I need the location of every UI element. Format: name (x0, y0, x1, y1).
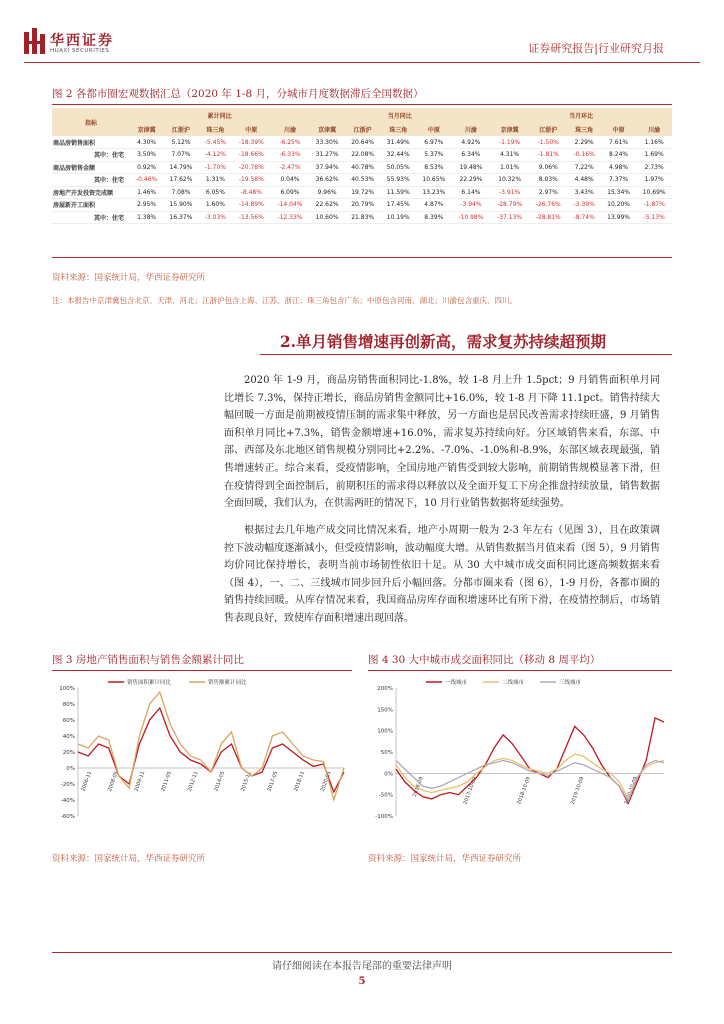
table-cell: 1.60% (205, 201, 225, 209)
chart4-caption-divider (368, 670, 672, 671)
table-cell: -28.81% (535, 213, 561, 221)
table-cell: 40.78% (351, 163, 375, 171)
table-cell: 2.95% (137, 201, 157, 209)
table-cell: 11.59% (386, 188, 410, 196)
table-row (52, 161, 672, 174)
table-column-header: 中原 (416, 122, 452, 136)
chart4-legend-label: 二线城市 (502, 680, 525, 686)
table-row (52, 199, 672, 212)
table-row-label: 房屋新开工面积 (53, 202, 96, 210)
table-cell: -3.39% (573, 201, 595, 209)
chart3-xtick: 2012-11 (186, 770, 200, 793)
chart3-ytick: 60% (62, 718, 75, 724)
table-row-label: 商品房销售金额 (53, 164, 96, 172)
table-cell: 8.03% (538, 176, 558, 184)
table-row (52, 136, 672, 149)
chart4-series-line (396, 754, 664, 799)
report-type: 证券研究报告|行业研究月报 (528, 42, 664, 55)
table-cell: 13.23% (422, 188, 446, 196)
table-note: 注：本报告中京津冀包含北京、天津、河北；江浙沪包含上海、江苏、浙江；珠三角包含广东；中原包含河南、湖北；川渝包含重庆、四川。 (52, 296, 517, 305)
table-cell: 1.01% (500, 163, 520, 171)
table-cell: 5.12% (171, 138, 191, 146)
table-cell: -8.48% (240, 188, 262, 196)
chart3-ytick: 100% (59, 686, 75, 692)
table-cell: 17.62% (169, 176, 193, 184)
table-cell: 21.83% (351, 213, 375, 221)
table-cell: 8.53% (424, 163, 444, 171)
table-cell: -1.50% (537, 138, 559, 146)
chart4-xtick: 2020-10-09 (623, 775, 640, 806)
table-row (52, 149, 672, 162)
table-column-header: 珠三角 (380, 122, 416, 136)
table-cell: 7.22% (574, 163, 594, 171)
table-cell: -3.94% (460, 201, 482, 209)
table-column-header: 京津冀 (130, 122, 163, 136)
table-cell: -18.39% (238, 138, 264, 146)
table-cell: 10.65% (422, 176, 446, 184)
table-cell: -3.03% (204, 213, 226, 221)
table-cell: 2.29% (574, 138, 594, 146)
table-cell: 4.87% (424, 201, 444, 209)
table-cell: -18.66% (238, 151, 264, 159)
table-column-header: 江浙沪 (529, 122, 568, 136)
table-cell: 22.62% (315, 201, 339, 209)
chart3-caption: 图 3 房地产销售面积与销售金额累计同比 (52, 654, 244, 666)
table-cell: -0.46% (135, 176, 158, 184)
table-cell: 2.97% (538, 188, 558, 196)
table-header-monthly-yoy: 当月同比 (309, 108, 490, 122)
table-cell: -10.98% (458, 213, 484, 221)
table-cell: -5.13% (643, 213, 665, 221)
table-column-header: 川渝 (636, 122, 672, 136)
chart3-container (52, 674, 352, 846)
table-row-label: 其中：住宅 (93, 152, 124, 160)
table-cell: 32.44% (386, 151, 410, 159)
table-column-header: 珠三角 (568, 122, 601, 136)
table-cell: 15.34% (607, 188, 631, 196)
table-cell: 10.20% (607, 201, 631, 209)
table-cell: 31.27% (315, 151, 339, 159)
table-cell: 19.72% (351, 188, 375, 196)
table-cell: 40.53% (351, 176, 375, 184)
table-cell: 19.48% (459, 163, 483, 171)
macro-data-table (52, 108, 672, 224)
table-caption: 图 2 各都市圈宏观数据汇总（2020 年 1-8 月，分城市月度数据滞后全国数据） (52, 88, 424, 100)
table-cell: 6.14% (461, 188, 481, 196)
table-cell: 50.05% (386, 163, 410, 171)
chart3-series-line (78, 692, 344, 800)
table-cell: 1.16% (644, 138, 664, 146)
chart3-svg (52, 674, 352, 846)
table-cell: -13.56% (238, 213, 264, 221)
table-cell: 4.31% (500, 151, 520, 159)
chart3-source: 资料来源：国家统计局，华西证券研究所 (52, 854, 206, 864)
table-cell: -26.76% (535, 201, 561, 209)
table-column-headers (52, 122, 672, 136)
table-cell: 37.94% (315, 163, 339, 171)
table-cell: 3.50% (137, 151, 157, 159)
header-divider (24, 62, 700, 63)
table-cell: -14.04% (277, 201, 303, 209)
chart4-legend-label: 三线城市 (559, 680, 582, 686)
table-cell: 22.08% (351, 151, 375, 159)
chart3-legend-label: 销售额累计同比 (208, 680, 247, 686)
table-cell: -0.16% (573, 151, 595, 159)
table-cell: 4.30% (137, 138, 157, 146)
table-cell: -4.12% (204, 151, 226, 159)
table-cell: -8.74% (573, 213, 595, 221)
table-cell: 0.04% (280, 176, 300, 184)
table-cell: 14.79% (169, 163, 193, 171)
chart3-ytick: 80% (62, 702, 75, 708)
chart4-legend-label: 一线城市 (445, 680, 468, 686)
company-logo (24, 28, 144, 58)
table-cell: 13.99% (607, 213, 631, 221)
table-cell: 10.60% (315, 213, 339, 221)
logo-text-cn: 华西证券 (50, 33, 114, 49)
table-column-header: 中原 (232, 122, 271, 136)
table-cell: 31.49% (386, 138, 410, 146)
chart4-ytick: 50% (380, 750, 393, 756)
table-cell: 6.05% (205, 188, 225, 196)
table-cell: 1.31% (205, 176, 225, 184)
table-cell: 4.92% (461, 138, 481, 146)
paragraph-1: 2020 年 1-9 月，商品房销售面积同比-1.8%，较 1-8 月上升 1.5pct；9 月销售面积单月同比增长 7.3%，保持正增长，商品房销售金额同比+16.0%，较 1-8 月下降 11.1pct。销售持续大幅回暖一方面是前期被疫情压制的需求集中释放，另一方面也是居民改善需求持续旺盛，9 月销售面积单月同比+7.3%，销售金额增速+16.0%，需求复苏持续向好。分区域销售来看，东部、中部、西部及东北地区销售规模分别同比+2.2%、-7.0%、-1.0%和-8.9%，东部区域表现最强，销售增速转正。综合来看，受疫情影响，全国房地产销售受到较大影响，前期销售规模显著下滑，但在疫情得到全面控制后，前期积压的需求得以释放以及全面开复工下房企推盘持续放量，销售数据全面回暖，我们认为，在供需两旺的情况下，10 月行业销售数据将延续强势。 (224, 375, 660, 510)
legal-notice: 请仔细阅读在本报告尾部的重要法律声明 (272, 961, 452, 972)
table-column-header: 京津冀 (309, 122, 345, 136)
table-cell: 10.69% (642, 188, 666, 196)
table-row-label: 其中：住宅 (93, 177, 124, 185)
chart3-series-line (78, 708, 344, 792)
chart3-xtick: 2014-05 (213, 770, 227, 793)
table-row (52, 174, 672, 187)
table-cell: -1.70% (204, 163, 226, 171)
table-column-header: 江浙沪 (163, 122, 199, 136)
table-cell: 55.93% (386, 176, 410, 184)
chart3-caption-divider (52, 670, 352, 671)
table-cell: -19.58% (238, 176, 264, 184)
table-cell: 17.45% (386, 201, 410, 209)
table-row (52, 186, 672, 199)
table-column-header: 江浙沪 (345, 122, 381, 136)
table-column-header: 珠三角 (199, 122, 232, 136)
chart3-ytick: -20% (60, 782, 75, 788)
table-cell: 4.98% (609, 163, 629, 171)
table-cell: 7.37% (609, 176, 629, 184)
table-cell: -12.33% (277, 213, 303, 221)
table-cell: 1.46% (137, 188, 157, 196)
logo-text-en: HUAXI SECURITIES (50, 48, 110, 54)
chart4-ytick: 100% (377, 728, 393, 735)
footer-divider (52, 952, 672, 953)
chart4-xtick: 2019-10-09 (569, 775, 586, 806)
table-cell: 2.73% (644, 163, 664, 171)
table-cell: 22.29% (459, 176, 483, 184)
chart4-ytick: 0% (384, 771, 393, 778)
table-cell: 6.97% (424, 138, 444, 146)
chart3-ytick: 40% (62, 734, 75, 740)
table-cell: 33.30% (315, 138, 339, 146)
chart3-xtick: 2018-11 (293, 770, 306, 793)
chart3-xtick: 2020-05 (319, 770, 333, 793)
chart4-caption: 图 4 30 大中城市成交面积同比（移动 8 周平均） (368, 654, 601, 666)
section-title: 2.单月销售增速再创新高，需求复苏持续超预期 (279, 332, 606, 351)
table-cell: 15.90% (169, 201, 193, 209)
table-cell: -6.33% (279, 151, 301, 159)
chart3-ytick: 0% (66, 766, 75, 772)
table-column-header: 川渝 (271, 122, 310, 136)
table-cell: -1.87% (643, 201, 665, 209)
table-cell: -1.81% (537, 151, 559, 159)
table-column-header: 川渝 (452, 122, 491, 136)
table-bottom-line (52, 257, 672, 258)
table-cell: -14.89% (238, 201, 264, 209)
table-cell: 16.37% (169, 213, 193, 221)
table-source: 资料来源：国家统计局，华西证券研究所 (52, 273, 206, 283)
table-cell: -2.47% (279, 163, 301, 171)
table-row-label: 商品房销售面积 (53, 139, 96, 147)
table-cell: 9.96% (317, 188, 337, 196)
caption-divider (52, 104, 672, 105)
chart3-ytick: -40% (60, 798, 75, 804)
table-cell: 36.62% (315, 176, 339, 184)
chart4-xtick: 2018-10-09 (516, 775, 532, 806)
chart4-container (368, 674, 672, 846)
table-header-indicator: 指标 (52, 108, 130, 136)
table-cell: 3.43% (574, 188, 594, 196)
chart3-xtick: 2017-05 (266, 770, 280, 793)
chart4-source: 资料来源：国家统计局，华西证券研究所 (368, 854, 522, 864)
section-divider (260, 354, 672, 355)
table-cell: 4.48% (574, 176, 594, 184)
table-cell: 1.97% (644, 176, 664, 184)
chart4-ytick: 200% (377, 686, 393, 692)
table-cell: 6.34% (461, 151, 481, 159)
table-cell: 1.38% (137, 213, 157, 221)
table-cell: 7.61% (609, 138, 629, 146)
logo-icon (24, 28, 46, 56)
table-row (52, 211, 672, 224)
table-cell: -28.79% (497, 201, 523, 209)
chart3-xtick: 2015-11 (239, 770, 253, 793)
chart4-ytick: 150% (377, 707, 393, 714)
table-cell: -3.91% (498, 188, 521, 196)
table-cell: 10.32% (498, 176, 522, 184)
chart3-xtick: 2008-05 (106, 770, 120, 793)
table-row-label: 其中：住宅 (93, 214, 124, 222)
chart3-ytick: -60% (60, 814, 75, 820)
chart3-legend-label: 销售面积累计同比 (127, 680, 172, 686)
chart4-xtick: 2016-09 (411, 775, 425, 798)
table-cell: -37.13% (497, 213, 523, 221)
table-row-label: 房地产开发投资完成额 (53, 189, 114, 197)
table-cell: -20.78% (238, 163, 264, 171)
table-cell: -6.25% (279, 138, 301, 146)
table-cell: 1.69% (644, 151, 664, 159)
table-cell: 7.08% (171, 188, 191, 196)
table-cell: 7.07% (171, 151, 191, 159)
chart4-svg (368, 674, 672, 846)
chart3-xtick: 2006-11 (80, 770, 94, 793)
table-cell: 8.24% (609, 151, 629, 159)
table-cell: 5.37% (424, 151, 444, 159)
paragraph-2: 根据过去几年地产成交同比情况来看，地产小周期一般为 2-3 年左右（见图 3），且在政策调控下波动幅度逐渐减小，但受疫情影响，波动幅度大增。从销售数据当月值来看（图 5），9 月销售均价同比保持增长，表明当前市场韧性依旧十足。从 30 大中城市成交面积同比逐高频数据来看（图 4），一、二、三线城市同步回升后小幅回落。分都市圈来看（图 6），1-9 月份，各都市圈的销售持续回暖。从库存情况来看，我国商品房库存面积增速环比有所下滑，在疫情控制后，市场销售表现良好，致使库存面积增速出现回落。 (224, 525, 660, 624)
table-cell: -1.19% (498, 138, 521, 146)
table-cell: 8.39% (424, 213, 444, 221)
table-cell: 20.79% (351, 201, 375, 209)
chart4-xtick: 2017-10-09 (462, 775, 479, 806)
chart4-ytick: -100% (375, 814, 393, 820)
table-header-cumulative: 累计同比 (130, 108, 309, 122)
table-cell: 6.09% (280, 188, 300, 196)
chart4-ytick: -50% (378, 792, 393, 799)
table-column-header: 京津冀 (490, 122, 529, 136)
table-column-header: 中原 (601, 122, 637, 136)
page-number: 5 (358, 976, 366, 987)
table-cell: -5.45% (204, 138, 226, 146)
chart3-xtick: 2011-05 (160, 770, 173, 793)
table-cell: 10.19% (386, 213, 410, 221)
table-cell: 0.92% (137, 163, 157, 171)
chart3-xtick: 2009-11 (133, 770, 147, 793)
table-cell: 9.06% (538, 163, 558, 171)
table-header-monthly-mom: 当月环比 (490, 108, 672, 122)
chart3-ytick: 20% (62, 750, 75, 756)
table-cell: 20.64% (351, 138, 375, 146)
